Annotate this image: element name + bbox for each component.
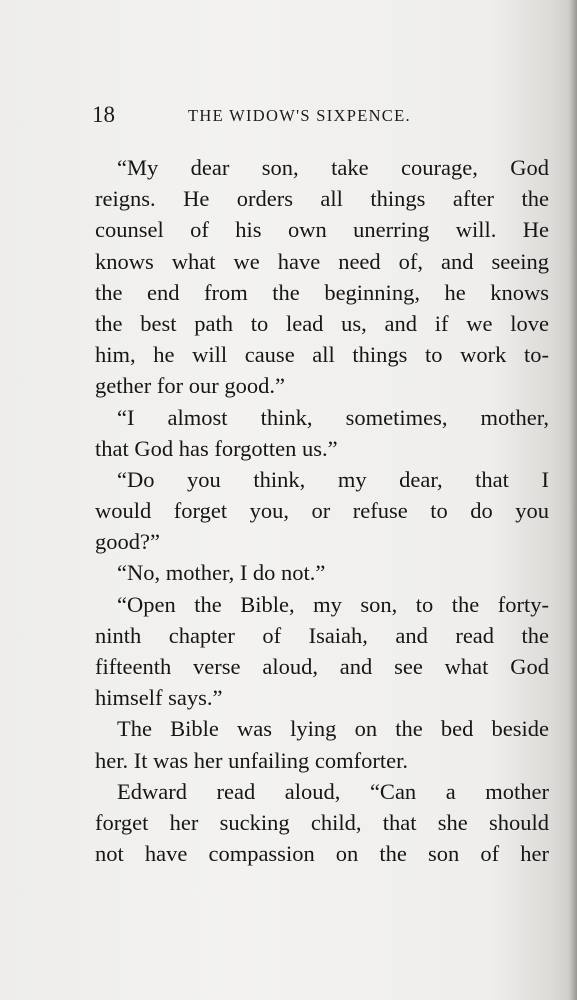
text-line: the end from the beginning, he knows: [95, 279, 549, 305]
text-line: ninth chapter of Isaiah, and read the: [95, 622, 549, 648]
text-line: “Do you think, my dear, that I: [117, 466, 549, 492]
text-line: forget her sucking child, that she should: [95, 809, 549, 835]
text-line: Edward read aloud, “Can a mother: [117, 778, 549, 804]
page-number: 18: [92, 102, 115, 127]
page-edge-shadow: [569, 0, 577, 1000]
text-line: good?”: [95, 529, 160, 555]
text-line: “I almost think, sometimes, mother,: [117, 404, 549, 430]
text-line: knows what we have need of, and seeing: [95, 248, 549, 274]
text-line: the best path to lead us, and if we love: [95, 310, 549, 336]
running-header: [92, 100, 547, 130]
text-line: “No, mother, I do not.”: [117, 560, 326, 586]
text-line: The Bible was lying on the bed beside: [117, 716, 549, 742]
text-line: would forget you, or refuse to do you: [95, 498, 549, 524]
text-line: “My dear son, take courage, God: [117, 155, 549, 180]
text-line: fifteenth verse aloud, and see what God: [95, 654, 549, 679]
text-line: her. It was her unfailing comforter.: [95, 747, 409, 773]
body-text: [95, 152, 549, 869]
text-line: counsel of his own unerring will. He: [95, 217, 549, 243]
text-line: him, he will cause all things to work to-: [95, 342, 549, 368]
running-title: THE WIDOW'S SIXPENCE.: [188, 106, 411, 125]
text-line: not have compassion on the son of her: [95, 841, 549, 867]
text-line: himself says.”: [95, 685, 223, 711]
text-line: gether for our good.”: [95, 373, 285, 399]
text-line: “Open the Bible, my son, to the forty-: [117, 591, 549, 617]
text-line: that God has forgotten us.”: [95, 435, 338, 461]
text-line: reigns. He orders all things after the: [95, 186, 549, 212]
